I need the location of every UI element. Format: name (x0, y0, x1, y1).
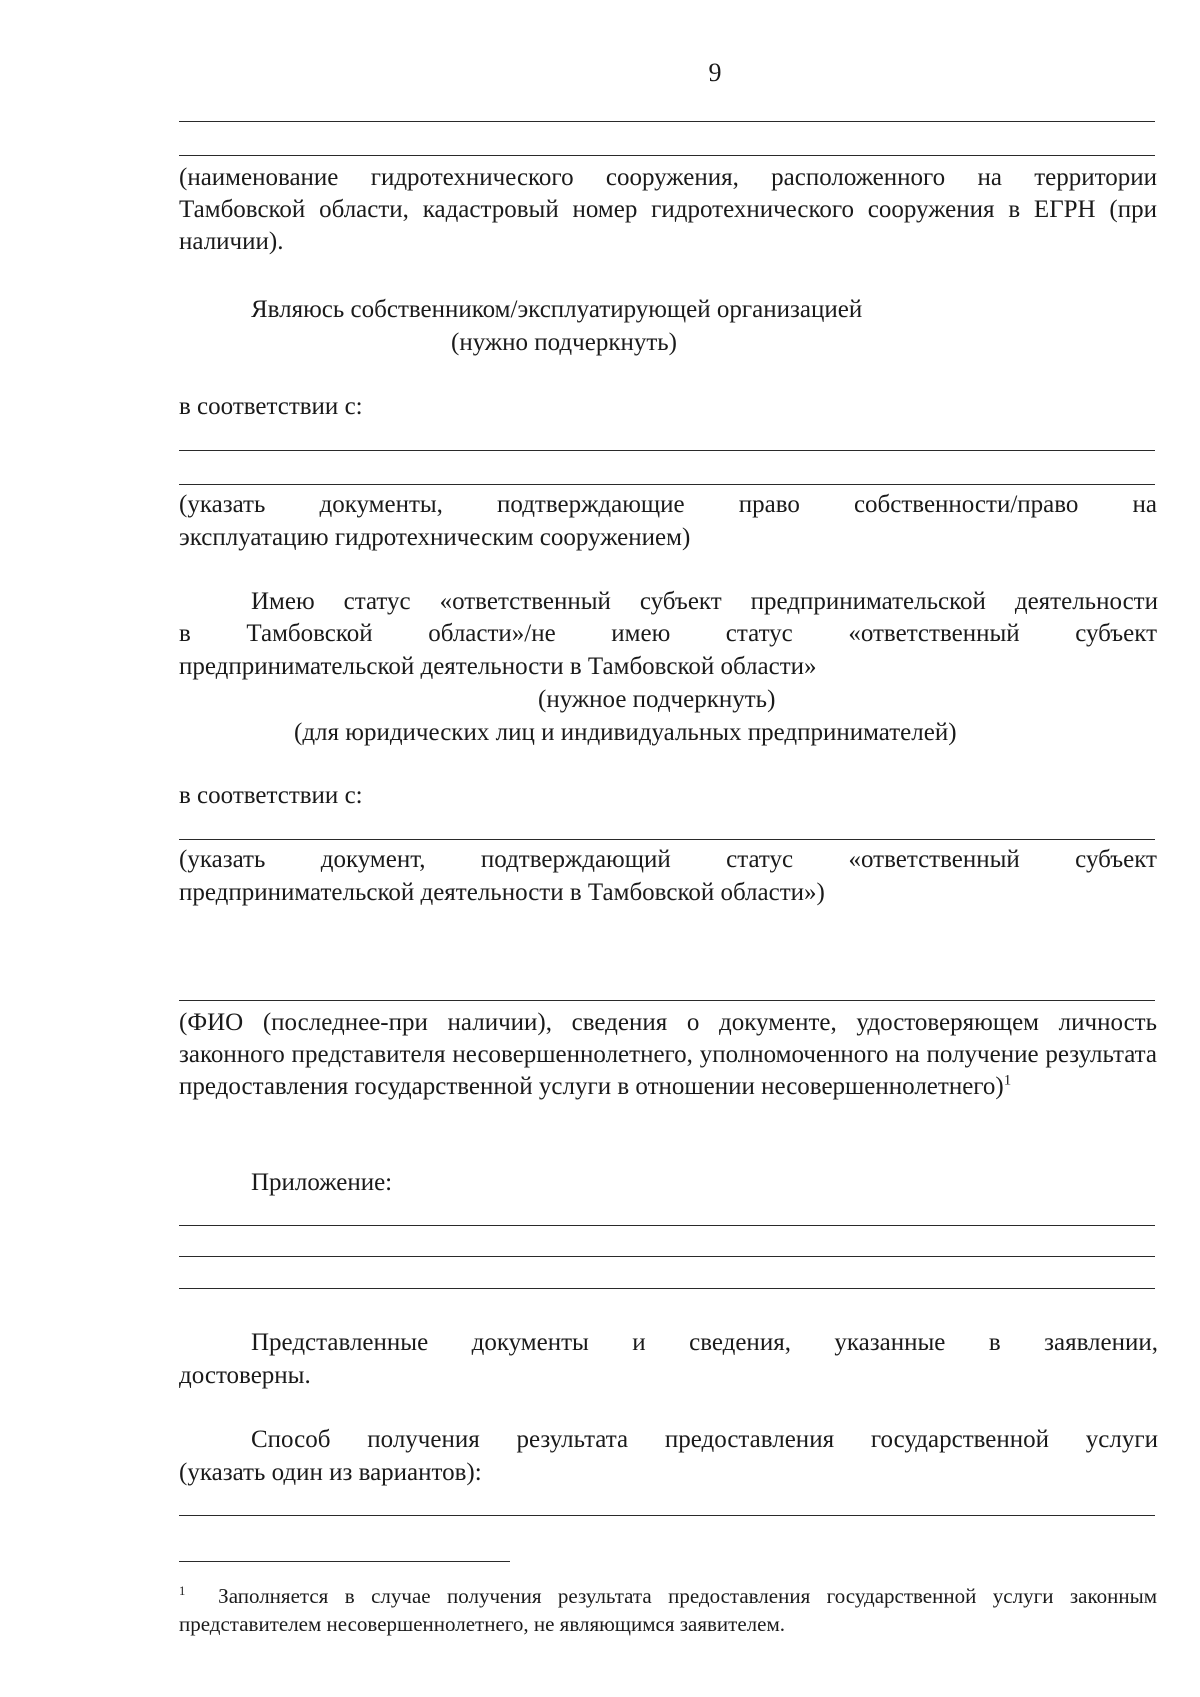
status-paragraph-line: в Тамбовской области»/не имею статус «ответственный субъект (179, 620, 1157, 647)
attachment-label: Приложение: (251, 1169, 393, 1196)
status-paragraph-line: предпринимательской деятельности в Тамбовской области» (179, 653, 817, 680)
blank-line (179, 1288, 1155, 1289)
reliability-line: Представленные документы и сведения, указанные в заявлении, (251, 1329, 1158, 1356)
status-scope: (для юридических лиц и индивидуальных предпринимателей) (294, 719, 957, 746)
structure-caption: (наименование гидротехнического сооружения, расположенного на территории Тамбовской области, кадастровый номер гидротехнического сооружения в ЕГРН (при наличии). (179, 164, 1157, 255)
docs-caption-line: эксплуатацию гидротехническим сооружением) (179, 524, 691, 551)
footnote-marker: 1 (179, 1584, 186, 1598)
representative-caption (179, 1007, 1157, 1103)
blank-line (179, 1256, 1155, 1257)
blank-line (179, 121, 1155, 122)
owner-statement: Являюсь собственником/эксплуатирующей организацией (251, 296, 863, 323)
footnote (179, 1582, 1157, 1638)
blank-line (179, 1225, 1155, 1226)
representative-caption-text: (ФИО (последнее-при наличии), сведения о документе, удостоверяющем личность законного представителя несовершеннолетнего, уполномоченного на получение результата предоставления государственной услуги в отношении несовершеннолетнего) (179, 1009, 1157, 1100)
status-hint: (нужное подчеркнуть) (538, 686, 776, 713)
reliability-line: достоверны. (179, 1362, 311, 1389)
docs-caption-line: (указать документы, подтверждающие право собственности/право на (179, 491, 1157, 518)
in-accordance-label: в соответствии с: (179, 393, 363, 420)
page-number: 9 (708, 58, 722, 87)
method-line: (указать один из вариантов): (179, 1459, 482, 1486)
method-line: Способ получения результата предоставления государственной услуги (251, 1426, 1158, 1453)
blank-line (179, 484, 1155, 485)
in-accordance-label: в соответствии с: (179, 782, 363, 809)
blank-line (179, 1515, 1155, 1516)
blank-line (179, 839, 1155, 840)
status-doc-caption-line: предпринимательской деятельности в Тамбовской области») (179, 879, 825, 906)
footnote-text: Заполняется в случае получения результата предоставления государственной услуги законным представителем несовершеннолетнего, не являющимся заявителем. (179, 1584, 1157, 1636)
status-paragraph-line: Имею статус «ответственный субъект предпринимательской деятельности (251, 588, 1158, 615)
footnote-separator (179, 1561, 510, 1562)
blank-line (179, 450, 1155, 451)
status-doc-caption-line: (указать документ, подтверждающий статус «ответственный субъект (179, 846, 1157, 873)
owner-hint: (нужно подчеркнуть) (451, 329, 678, 356)
blank-line (179, 155, 1155, 156)
blank-line (179, 1000, 1155, 1001)
footnote-reference: 1 (1003, 1072, 1012, 1089)
